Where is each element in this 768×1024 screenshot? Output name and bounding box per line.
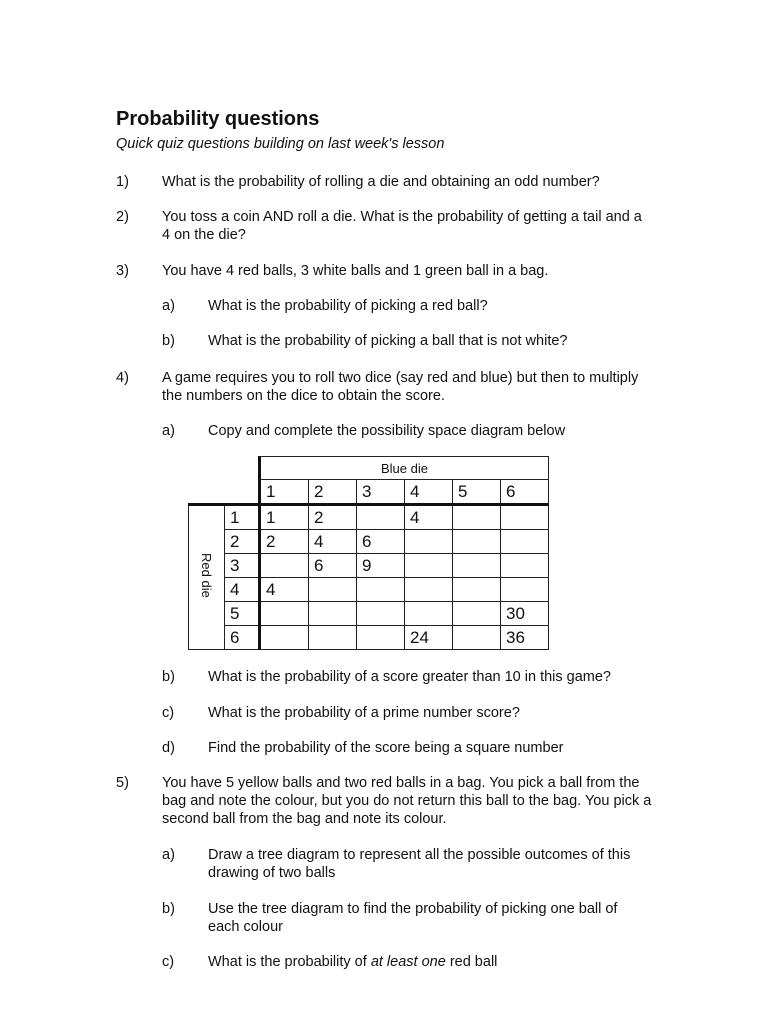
column-header: 4 bbox=[405, 480, 453, 505]
blank-cell bbox=[225, 457, 260, 480]
row-header: 2 bbox=[225, 530, 260, 554]
row-header: 6 bbox=[225, 626, 260, 650]
question-number: 4) bbox=[116, 370, 129, 386]
question-text: You have 4 red balls, 3 white balls and 1 green ball in a bag. bbox=[162, 263, 549, 279]
table-cell: 36 bbox=[501, 626, 549, 650]
table-cell bbox=[405, 578, 453, 602]
question-number: 5) bbox=[116, 775, 129, 791]
table-cell bbox=[260, 626, 309, 650]
table-cell bbox=[357, 602, 405, 626]
table-cell: 2 bbox=[309, 505, 357, 530]
column-header: 6 bbox=[501, 480, 549, 505]
column-header: 3 bbox=[357, 480, 405, 505]
table-cell bbox=[357, 626, 405, 650]
question-number: 3) bbox=[116, 263, 129, 279]
table-cell bbox=[501, 578, 549, 602]
blank-cell bbox=[189, 480, 225, 505]
question-number: 1) bbox=[116, 174, 129, 190]
subquestion-text: What is the probability of a prime number score? bbox=[208, 705, 520, 721]
page-title: Probability questions bbox=[116, 108, 320, 130]
question-text: A game requires you to roll two dice (say red and blue) but then to multiply the numbers on the dice to obtain the score. bbox=[162, 370, 639, 404]
table-row bbox=[189, 578, 549, 602]
row-header: 5 bbox=[225, 602, 260, 626]
table-cell bbox=[453, 602, 501, 626]
table-cell bbox=[453, 530, 501, 554]
table-cell bbox=[501, 554, 549, 578]
table-cell: 4 bbox=[309, 530, 357, 554]
table-cell: 30 bbox=[501, 602, 549, 626]
subquestion-letter: c) bbox=[162, 705, 175, 721]
column-header: 1 bbox=[260, 480, 309, 505]
subquestion-text: What is the probability of picking a ball that is not white? bbox=[208, 333, 568, 349]
subquestion-letter: d) bbox=[162, 740, 175, 756]
table-cell: 6 bbox=[357, 530, 405, 554]
table-row bbox=[189, 530, 549, 554]
subquestion-letter: a) bbox=[162, 298, 175, 314]
subquestion-letter: b) bbox=[162, 333, 175, 349]
subquestion-letter: c) bbox=[162, 954, 175, 970]
table-cell bbox=[501, 530, 549, 554]
table-cell bbox=[309, 626, 357, 650]
table-row bbox=[189, 602, 549, 626]
blue-die-label: Blue die bbox=[260, 457, 549, 480]
table-cell: 2 bbox=[260, 530, 309, 554]
table-row bbox=[189, 626, 549, 650]
text-part: What is the probability of bbox=[208, 954, 371, 970]
blank-cell bbox=[225, 480, 260, 505]
emphasis-text: at least one bbox=[370, 954, 446, 970]
table-cell: 6 bbox=[309, 554, 357, 578]
subquestion-letter: b) bbox=[162, 669, 175, 685]
table-cell: 4 bbox=[260, 578, 309, 602]
table-cell bbox=[405, 554, 453, 578]
table-cell bbox=[357, 505, 405, 530]
blank-cell bbox=[189, 457, 225, 480]
column-header: 2 bbox=[309, 480, 357, 505]
question-text: What is the probability of rolling a die and obtaining an odd number? bbox=[162, 174, 600, 190]
text-part: red ball bbox=[445, 954, 498, 970]
page-subtitle: Quick quiz questions building on last week's lesson bbox=[116, 136, 445, 152]
subquestion-letter: a) bbox=[162, 423, 175, 439]
question-number: 2) bbox=[116, 209, 129, 225]
table-cell bbox=[453, 626, 501, 650]
question-text: You toss a coin AND roll a die. What is the probability of getting a tail and a 4 on the die? bbox=[162, 209, 642, 243]
question-text: You have 5 yellow balls and two red balls in a bag. You pick a ball from the bag and note the colour, but you do not return this ball to the bag. You pick a second ball from the bag and note its colour. bbox=[162, 775, 652, 827]
table-row bbox=[189, 554, 549, 578]
row-header: 1 bbox=[225, 505, 260, 530]
row-header: 3 bbox=[225, 554, 260, 578]
table-cell bbox=[453, 554, 501, 578]
red-die-label-text: Red die bbox=[199, 552, 214, 598]
table-cell bbox=[357, 578, 405, 602]
table-row bbox=[189, 505, 549, 530]
subquestion-text bbox=[208, 953, 648, 971]
table-cell: 1 bbox=[260, 505, 309, 530]
subquestion-letter: b) bbox=[162, 901, 175, 917]
table-cell bbox=[501, 505, 549, 530]
table-cell bbox=[453, 578, 501, 602]
subquestion-letter: a) bbox=[162, 847, 175, 863]
column-header: 5 bbox=[453, 480, 501, 505]
subquestion-text: Copy and complete the possibility space diagram below bbox=[208, 423, 566, 439]
table-cell bbox=[260, 554, 309, 578]
table-cell: 4 bbox=[405, 505, 453, 530]
possibility-space-table bbox=[188, 456, 549, 650]
table-cell bbox=[309, 602, 357, 626]
table-cell bbox=[405, 530, 453, 554]
table-cell: 9 bbox=[357, 554, 405, 578]
red-die-label bbox=[189, 505, 225, 650]
row-header: 4 bbox=[225, 578, 260, 602]
table-cell: 24 bbox=[405, 626, 453, 650]
subquestion-text: Draw a tree diagram to represent all the possible outcomes of this drawing of two balls bbox=[208, 847, 631, 881]
subquestion-text: Use the tree diagram to find the probability of picking one ball of each colour bbox=[208, 901, 618, 935]
table-cell bbox=[309, 578, 357, 602]
table-cell bbox=[405, 602, 453, 626]
subquestion-text: What is the probability of a score greater than 10 in this game? bbox=[208, 669, 611, 685]
subquestion-text: Find the probability of the score being a square number bbox=[208, 740, 564, 756]
table-cell bbox=[453, 505, 501, 530]
subquestion-text: What is the probability of picking a red ball? bbox=[208, 298, 488, 314]
table-cell bbox=[260, 602, 309, 626]
